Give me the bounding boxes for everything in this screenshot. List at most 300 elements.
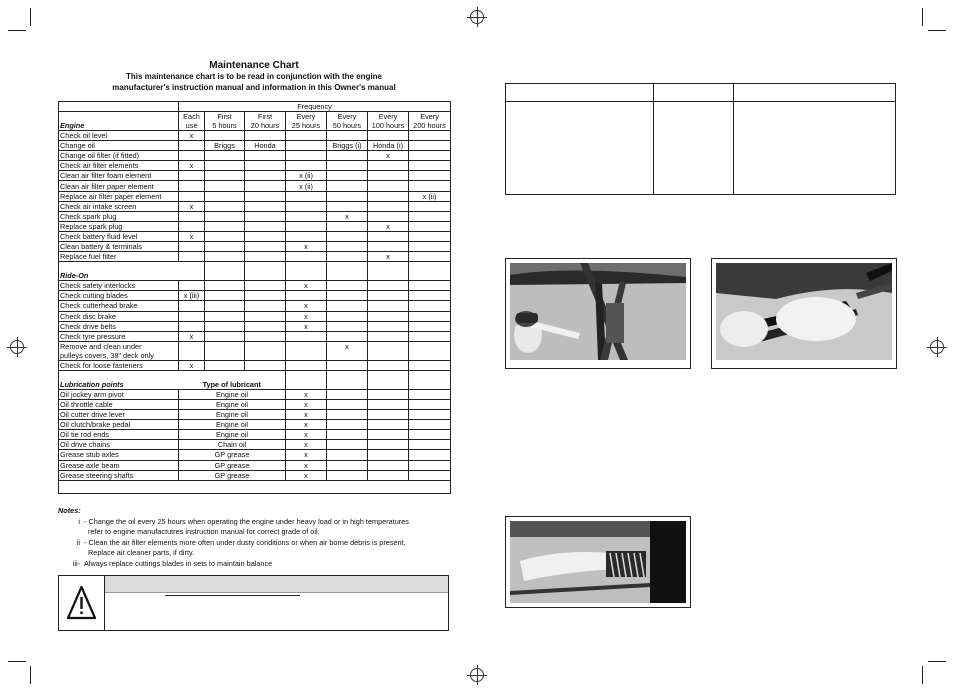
table-row [59, 141, 451, 151]
crop-mark-top-left-v [30, 8, 31, 26]
task-cell: Grease stub axles [59, 450, 179, 460]
frequency-cell [409, 181, 451, 191]
blank-cell [327, 262, 368, 281]
task-line: Remove and clean under [60, 341, 142, 351]
warning-icon-cell [59, 576, 105, 630]
frequency-cell [245, 321, 286, 331]
frequency-header: Frequency [179, 102, 451, 112]
maintenance-chart-table [58, 101, 451, 494]
lubricant-cell: Engine oil [179, 430, 286, 440]
frequency-cell [327, 181, 368, 191]
frequency-cell [245, 191, 286, 201]
task-cell: Check oil level [59, 131, 179, 141]
frequency-column-bottom: use [179, 121, 205, 131]
frequency-cell [286, 331, 327, 341]
frequency-cell [286, 191, 327, 201]
blank-cell [286, 370, 327, 389]
pliers-illustration [716, 263, 892, 360]
blank-cell [409, 410, 451, 420]
task-cell: Replace spark plug [59, 221, 179, 231]
frequency-cell: x [286, 311, 327, 321]
photo-spring-image [510, 521, 686, 603]
frequency-cell [179, 301, 205, 311]
warning-underline [165, 595, 300, 596]
blank-cell [409, 399, 451, 409]
frequency-cell [205, 181, 245, 191]
crop-mark-bottom-left-v [30, 666, 31, 684]
frequency-column-top: Every [409, 112, 451, 122]
frequency-cell [327, 171, 368, 181]
table-row [59, 131, 451, 141]
task-cell: Check disc brake [59, 311, 179, 321]
page-title: Maintenance Chart [209, 60, 299, 71]
frequency-cell [179, 141, 205, 151]
frequency-column-bottom: 200 hours [409, 121, 451, 131]
frequency-cell [327, 311, 368, 321]
frequency-cell [245, 341, 286, 360]
note-text: - Clean the air filter elements more often under dusty conditions or when air borne debris is present. [84, 537, 406, 547]
task-line: pulleys covers, 38" deck only [60, 350, 154, 360]
table-row [59, 470, 451, 480]
task-cell: Check cutterhead brake [59, 301, 179, 311]
frequency-cell [205, 331, 245, 341]
blank-cell [368, 389, 409, 399]
task-cell: Check cutting blades [59, 291, 179, 301]
note-item-continued [58, 548, 458, 559]
frequency-cell [368, 301, 409, 311]
frequency-cell [327, 360, 368, 370]
blank-cell [409, 470, 451, 480]
frequency-cell [179, 171, 205, 181]
photo-hammer-image [510, 263, 686, 360]
right-table-divider-1 [653, 84, 654, 194]
frequency-cell [205, 341, 245, 360]
frequency-cell: x [286, 440, 327, 450]
frequency-column-top: Every [368, 112, 409, 122]
blank-cell [368, 440, 409, 450]
task-cell: Check air intake screen [59, 201, 179, 211]
section-ride-on: Ride-On [59, 262, 205, 281]
frequency-cell [179, 151, 205, 161]
task-cell: Clean battery & terminals [59, 242, 179, 252]
frequency-cell [205, 131, 245, 141]
warning-box [58, 575, 449, 631]
frequency-cell: x [286, 389, 327, 399]
frequency-cell [368, 131, 409, 141]
registration-mark-left [10, 340, 24, 354]
blank-cell [327, 420, 368, 430]
note-item-continued [58, 527, 458, 538]
frequency-cell [245, 211, 286, 221]
note-key: ii [76, 537, 80, 547]
frequency-cell [205, 211, 245, 221]
frequency-cell [286, 131, 327, 141]
table-row [59, 311, 451, 321]
frequency-cell [286, 291, 327, 301]
header-blank-2 [59, 112, 179, 122]
blank-cell [327, 430, 368, 440]
frequency-cell [286, 211, 327, 221]
task-cell: Check battery fluid level [59, 231, 179, 241]
frequency-cell [179, 181, 205, 191]
table-row [59, 171, 451, 181]
crop-mark-bottom-right-h [928, 661, 946, 662]
blank-cell [286, 262, 327, 281]
frequency-cell [327, 161, 368, 171]
table-row [59, 181, 451, 191]
task-cell: Check spark plug [59, 211, 179, 221]
frequency-column-top: First [205, 112, 245, 122]
table-row [59, 331, 451, 341]
warning-header-bar [105, 576, 448, 593]
table-row [59, 231, 451, 241]
frequency-cell [205, 360, 245, 370]
frequency-cell: x [368, 252, 409, 262]
task-cell: Change oil filter (if fitted) [59, 151, 179, 161]
note-item [58, 538, 458, 549]
table-row [59, 221, 451, 231]
frequency-cell [179, 252, 205, 262]
right-table-divider-2 [733, 84, 734, 194]
frequency-cell [205, 242, 245, 252]
frequency-cell [368, 291, 409, 301]
table-row [59, 211, 451, 221]
note-text: Always replace cuttings blades in sets to maintain balance [84, 558, 273, 568]
frequency-cell [286, 341, 327, 360]
frequency-cell: x [286, 321, 327, 331]
note-text: Replace air cleaner parts, if dirty. [88, 548, 195, 557]
frequency-cell: x [368, 151, 409, 161]
frequency-cell: Honda [245, 141, 286, 151]
lubricant-cell: GP grease [179, 460, 286, 470]
frequency-cell [327, 242, 368, 252]
frequency-cell [368, 360, 409, 370]
table-row [59, 410, 451, 420]
frequency-cell: x (ii) [286, 181, 327, 191]
frequency-cell: x [286, 281, 327, 291]
table-row [59, 291, 451, 301]
frequency-cell: x [179, 360, 205, 370]
table-row [59, 399, 451, 409]
frequency-cell [245, 252, 286, 262]
frequency-cell [245, 181, 286, 191]
frequency-cell [286, 141, 327, 151]
frequency-cell [368, 331, 409, 341]
frequency-cell [409, 201, 451, 211]
frequency-cell [286, 151, 327, 161]
subtitle-line-2: manufacturer's instruction manual and information in this Owner's manual [112, 83, 396, 92]
frequency-cell [245, 201, 286, 211]
table-row [59, 360, 451, 370]
frequency-column-bottom: 25 hours [286, 121, 327, 131]
warning-triangle-icon [59, 576, 104, 630]
frequency-cell [368, 341, 409, 360]
blank-cell [409, 420, 451, 430]
frequency-cell [205, 301, 245, 311]
frequency-cell [245, 281, 286, 291]
frequency-cell: x [179, 201, 205, 211]
blank-cell [409, 450, 451, 460]
blank-cell [59, 480, 451, 493]
task-cell: Clean air filter paper element [59, 181, 179, 191]
frequency-cell: x [179, 161, 205, 171]
frequency-cell [245, 311, 286, 321]
frequency-cell [409, 151, 451, 161]
table-row [59, 161, 451, 171]
crop-mark-bottom-right-v [922, 666, 923, 684]
frequency-cell [409, 131, 451, 141]
task-cell: Grease steering shafts [59, 470, 179, 480]
table-row [59, 389, 451, 399]
task-cell: Change oil [59, 141, 179, 151]
blank-cell [327, 460, 368, 470]
lubricant-cell: Chain oil [179, 440, 286, 450]
frequency-cell [368, 311, 409, 321]
frequency-cell [245, 151, 286, 161]
note-item [58, 517, 458, 528]
table-row [59, 430, 451, 440]
frequency-cell: x (ii) [286, 171, 327, 181]
task-cell: Replace fuel filter [59, 252, 179, 262]
frequency-cell [327, 301, 368, 311]
blank-cell [368, 460, 409, 470]
frequency-cell [245, 231, 286, 241]
blank-cell [409, 440, 451, 450]
frequency-cell: x [286, 460, 327, 470]
task-cell: Oil clutch/brake pedal [59, 420, 179, 430]
frequency-cell [245, 242, 286, 252]
notes-block [58, 506, 458, 569]
frequency-cell: x [286, 430, 327, 440]
table-row [59, 440, 451, 450]
note-key: i [78, 516, 80, 526]
frequency-cell [409, 301, 451, 311]
frequency-cell [327, 252, 368, 262]
blank-cell [368, 410, 409, 420]
task-cell: Oil throttle cable [59, 399, 179, 409]
blank-cell [245, 262, 286, 281]
frequency-cell [368, 242, 409, 252]
frequency-cell [179, 242, 205, 252]
registration-mark-right [930, 340, 944, 354]
frequency-cell [245, 331, 286, 341]
note-indent [58, 527, 84, 538]
frequency-cell [205, 161, 245, 171]
table-row [59, 252, 451, 262]
frequency-cell [327, 201, 368, 211]
frequency-cell [368, 281, 409, 291]
frequency-cell [205, 151, 245, 161]
frequency-cell [409, 321, 451, 331]
photo-spring [505, 516, 691, 608]
frequency-cell: x [286, 410, 327, 420]
right-table-header-rule [506, 101, 895, 102]
hammer-illustration [510, 263, 686, 360]
frequency-cell: x [286, 242, 327, 252]
task-cell: Check for loose fasteners [59, 360, 179, 370]
note-text: refer to engine manufactutres instruction manual for correct grade of oil. [88, 527, 320, 536]
task-cell: Replace air filter paper element [59, 191, 179, 201]
blank-cell [368, 262, 409, 281]
frequency-cell [368, 321, 409, 331]
frequency-cell [205, 171, 245, 181]
task-cell: Oil tie rod ends [59, 430, 179, 440]
frequency-cell [368, 181, 409, 191]
notes-heading: Notes: [58, 506, 81, 515]
frequency-cell [409, 161, 451, 171]
lubricant-type-header: Type of lubricant [179, 370, 286, 389]
lubricant-cell: Engine oil [179, 410, 286, 420]
frequency-cell [327, 151, 368, 161]
frequency-cell [245, 171, 286, 181]
frequency-cell: x [327, 211, 368, 221]
photo-hammer [505, 258, 691, 369]
frequency-cell [409, 171, 451, 181]
frequency-cell [245, 301, 286, 311]
frequency-cell [327, 331, 368, 341]
frequency-cell [286, 201, 327, 211]
frequency-cell [205, 201, 245, 211]
frequency-cell [409, 281, 451, 291]
frequency-cell [205, 281, 245, 291]
task-cell [59, 341, 179, 360]
photo-pliers [711, 258, 897, 369]
frequency-cell [409, 291, 451, 301]
frequency-cell: Briggs [205, 141, 245, 151]
frequency-cell [205, 252, 245, 262]
section-lubrication: Lubrication points [59, 370, 179, 389]
frequency-cell [245, 291, 286, 301]
table-row [59, 281, 451, 291]
header-blank [59, 102, 179, 112]
frequency-cell [409, 252, 451, 262]
blank-cell [368, 470, 409, 480]
frequency-cell [327, 321, 368, 331]
task-cell: Check drive belts [59, 321, 179, 331]
frequency-cell [179, 341, 205, 360]
frequency-cell [286, 221, 327, 231]
crop-mark-top-left-h [8, 30, 26, 31]
blank-cell [368, 370, 409, 389]
table-row-blank [59, 480, 451, 493]
frequency-cell: x [286, 399, 327, 409]
blank-cell [368, 450, 409, 460]
blank-cell [409, 370, 451, 389]
frequency-cell [409, 341, 451, 360]
frequency-cell [245, 221, 286, 231]
blank-cell [327, 410, 368, 420]
table-row [59, 191, 451, 201]
frequency-cell [368, 171, 409, 181]
blank-cell [368, 430, 409, 440]
task-cell: Oil drive chains [59, 440, 179, 450]
blank-cell [327, 399, 368, 409]
blank-cell [368, 420, 409, 430]
table-row [59, 201, 451, 211]
table-row [59, 420, 451, 430]
task-cell: Clean air filter foam element [59, 171, 179, 181]
frequency-cell [205, 321, 245, 331]
table-row [59, 460, 451, 470]
table-row [59, 450, 451, 460]
table-row-section [59, 262, 451, 281]
frequency-cell: x [327, 341, 368, 360]
lubricant-cell: GP grease [179, 450, 286, 460]
frequency-cell [409, 331, 451, 341]
frequency-cell [286, 252, 327, 262]
note-indent [58, 548, 84, 559]
frequency-cell [327, 291, 368, 301]
blank-cell [327, 470, 368, 480]
blank-cell [409, 430, 451, 440]
lubricant-cell: Engine oil [179, 399, 286, 409]
frequency-column-bottom: 5 hours [205, 121, 245, 131]
frequency-cell [179, 281, 205, 291]
frequency-cell: x [286, 420, 327, 430]
frequency-cell [205, 311, 245, 321]
blank-cell [368, 399, 409, 409]
task-cell: Check air filter elements [59, 161, 179, 171]
frequency-cell: x [179, 131, 205, 141]
note-key: iii- [72, 558, 80, 568]
frequency-cell [368, 161, 409, 171]
frequency-cell: x [286, 301, 327, 311]
blank-cell [409, 460, 451, 470]
frequency-cell [327, 281, 368, 291]
frequency-cell [286, 161, 327, 171]
lubricant-cell: Engine oil [179, 389, 286, 399]
frequency-column-bottom: 50 hours [327, 121, 368, 131]
table-row-section [59, 370, 451, 389]
frequency-column-bottom: 100 hours [368, 121, 409, 131]
frequency-column-bottom: 20 hours [245, 121, 286, 131]
frequency-column-top: Every [327, 112, 368, 122]
frequency-cell: x [286, 470, 327, 480]
registration-mark-bottom [470, 668, 484, 682]
frequency-cell [327, 191, 368, 201]
blank-cell [327, 370, 368, 389]
frequency-cell [245, 161, 286, 171]
frequency-cell [409, 311, 451, 321]
task-cell: Oil jockey arm pivot [59, 389, 179, 399]
photo-pliers-image [716, 263, 892, 360]
frequency-cell: x [179, 331, 205, 341]
frequency-cell [179, 211, 205, 221]
frequency-cell [205, 231, 245, 241]
frequency-cell [286, 360, 327, 370]
frequency-cell [409, 231, 451, 241]
frequency-cell [409, 360, 451, 370]
blank-cell [409, 389, 451, 399]
blank-cell [409, 262, 451, 281]
frequency-cell [368, 191, 409, 201]
spring-illustration [510, 521, 686, 603]
frequency-cell: x [286, 450, 327, 460]
frequency-cell: Briggs (i) [327, 141, 368, 151]
frequency-cell [205, 291, 245, 301]
table-row [59, 341, 451, 360]
frequency-cell [205, 221, 245, 231]
blank-cell [327, 389, 368, 399]
frequency-cell [368, 231, 409, 241]
task-cell: Check tyre pressure [59, 331, 179, 341]
blank-cell [327, 450, 368, 460]
frequency-cell [286, 231, 327, 241]
note-text: - Change the oil every 25 hours when operating the engine under heavy load or in high temperatures [84, 516, 409, 526]
frequency-cell [179, 191, 205, 201]
frequency-cell [409, 221, 451, 231]
frequency-cell [368, 211, 409, 221]
